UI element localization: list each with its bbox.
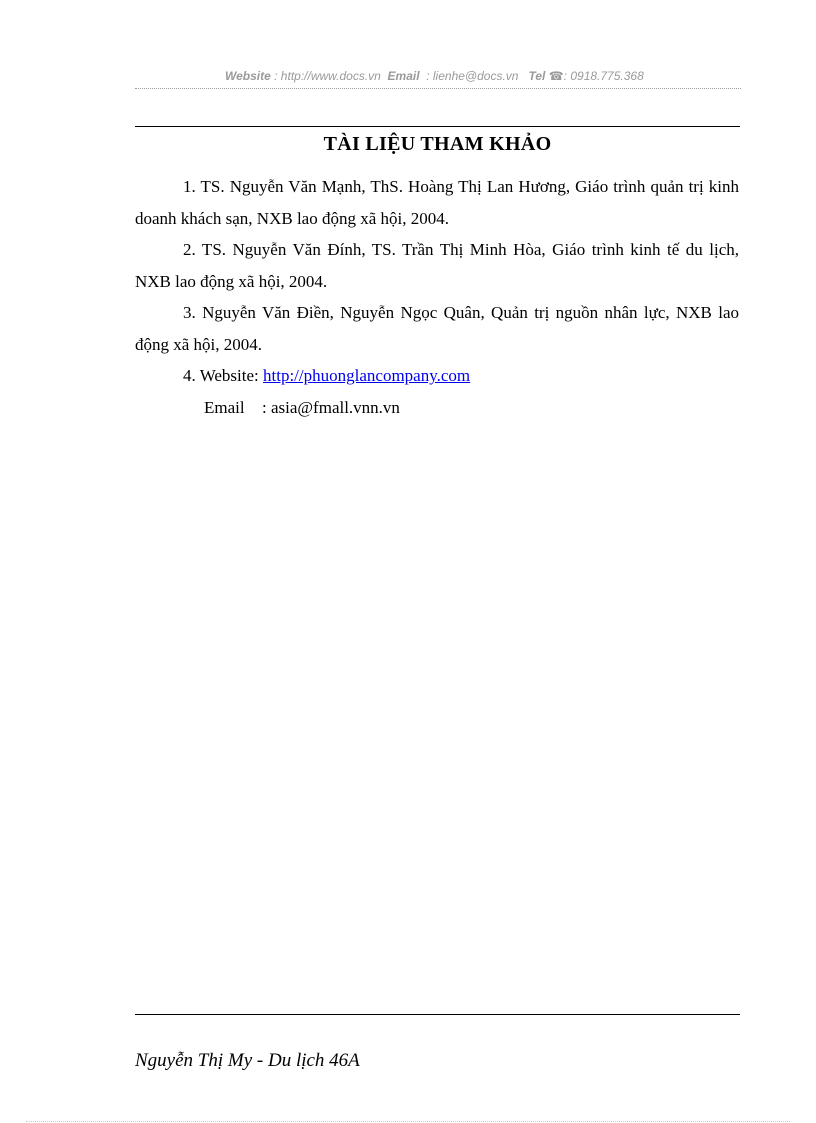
header-tel-value: : 0918.775.368 [563, 69, 644, 83]
reference-item-4 [135, 360, 739, 392]
email-ref-label: Email [204, 397, 245, 417]
reference-item-3: 3. Nguyễn Văn Điền, Nguyễn Ngọc Quân, Quản trị nguồn nhân lực, NXB lao động xã hội, 2004. [135, 303, 739, 354]
website-ref-prefix: 4. Website: [183, 366, 264, 385]
page-header [135, 68, 741, 89]
phone-icon: ☎ [548, 69, 564, 83]
bottom-divider [135, 1014, 740, 1015]
top-divider [135, 126, 740, 127]
page-bottom-edge [26, 1121, 790, 1122]
header-website-value: : http://www.docs.vn [274, 69, 381, 83]
reference-email-line [135, 392, 739, 424]
header-website-label: Website [225, 69, 271, 83]
reference-list [135, 171, 739, 423]
header-tel-label: Tel [528, 69, 546, 83]
footer-author: Nguyễn Thị My - Du lịch 46A [135, 1050, 360, 1071]
header-email-value: : lienhe@docs.vn [426, 69, 519, 83]
email-ref-value: : asia@fmall.vnn.vn [262, 397, 400, 417]
reference-item-1: 1. TS. Nguyễn Văn Mạnh, ThS. Hoàng Thị Lan Hương, Giáo trình quản trị kinh doanh khách sạn, NXB lao động xã hội, 2004. [135, 177, 739, 228]
page-title: TÀI LIỆU THAM KHẢO [323, 133, 552, 155]
reference-item-2: 2. TS. Nguyễn Văn Đính, TS. Trần Thị Minh Hòa, Giáo trình kinh tế du lịch, NXB lao động xã hội, 2004. [135, 240, 739, 291]
header-email-label: Email [387, 69, 420, 83]
header-contact-line [225, 69, 644, 83]
website-link[interactable]: http://phuonglancompany.com [263, 366, 471, 385]
